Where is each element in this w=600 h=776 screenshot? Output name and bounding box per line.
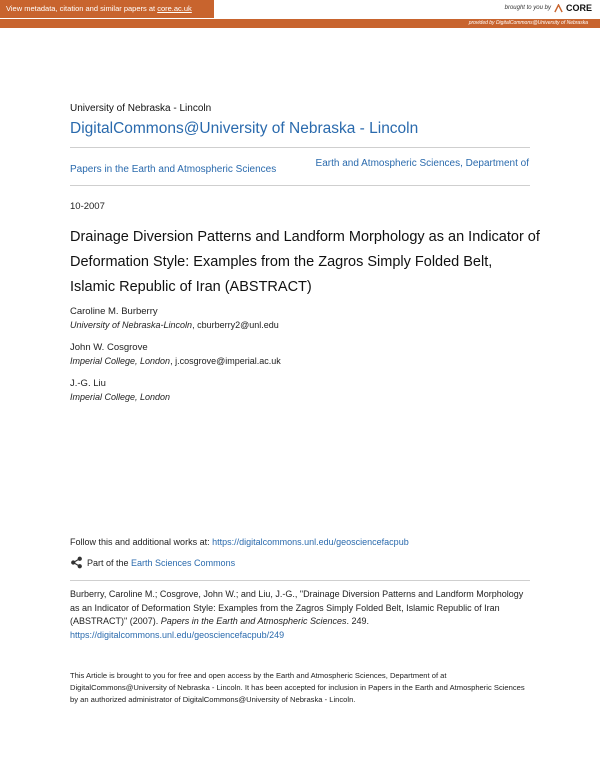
core-metadata-link[interactable] (0, 0, 214, 18)
repository-title[interactable]: DigitalCommons@University of Nebraska - Lincoln (70, 120, 419, 137)
institution-name: University of Nebraska - Lincoln (70, 103, 212, 114)
part-prefix: Part of the (87, 557, 132, 568)
author-name: Caroline M. Burberry (70, 306, 158, 317)
author-affiliation (70, 392, 170, 402)
recommended-citation (70, 588, 530, 642)
core-link-text: View metadata, citation and similar papers at (6, 4, 158, 13)
author-email: , cburberry2@unl.edu (192, 320, 279, 330)
collection-link[interactable]: Papers in the Earth and Atmospheric Sciences (70, 164, 277, 175)
core-logo-icon (554, 4, 563, 13)
core-link-domain: core.ac.uk (157, 4, 192, 13)
citation-url[interactable]: https://digitalcommons.unl.edu/geosciencefacpub/249 (70, 629, 285, 640)
provided-by-bar[interactable]: provided by DigitalCommons@University of Nebraska (0, 19, 600, 28)
divider (70, 147, 530, 148)
part-of-line (70, 556, 235, 569)
open-access-notice: This Article is brought to you for free and open access by the Earth and Atmospheric Sciences, Department of at DigitalCommons@University of Nebraska - Lincoln. It has been accepted for inclusion in Papers in the Earth and Atmospheric Sciences by an authorized administrator of DigitalCommons@University of Nebraska - Lincoln. (70, 671, 525, 704)
divider (70, 185, 530, 186)
core-brought-by (505, 3, 592, 13)
core-banner (0, 0, 600, 18)
share-icon (70, 556, 83, 569)
brought-by-text: brought to you by (504, 5, 551, 11)
divider (70, 580, 530, 581)
citation-journal: Papers in the Earth and Atmospheric Sciences (160, 616, 347, 626)
citation-number: . 249. (346, 616, 370, 626)
affiliation-text: Imperial College, London (70, 356, 171, 366)
paper-title: Drainage Diversion Patterns and Landform Morphology as an Indicator of Deformation Style: Examples from the Zagros Simply Folded Belt, Islamic Republic of Iran (ABSTRACT) (70, 229, 540, 295)
affiliation-text: Imperial College, London (70, 392, 171, 402)
core-logo: CORE (565, 3, 592, 13)
department-link[interactable]: Earth and Atmospheric Sciences, Department of (315, 158, 529, 169)
affiliation-text: University of Nebraska-Lincoln (70, 320, 193, 330)
author-name: J.-G. Liu (70, 378, 106, 389)
author-name: John W. Cosgrove (70, 342, 148, 353)
author-affiliation (70, 320, 279, 330)
author-email: , j.cosgrove@imperial.ac.uk (170, 356, 281, 366)
follow-line (70, 537, 409, 547)
earth-sciences-commons-link[interactable]: Earth Sciences Commons (131, 557, 236, 568)
author-affiliation (70, 356, 281, 366)
follow-prefix: Follow this and additional works at: (70, 537, 213, 547)
publication-date: 10-2007 (70, 201, 105, 212)
follow-link[interactable]: https://digitalcommons.unl.edu/geosciencefacpub (212, 537, 409, 547)
citation-text: Burberry, Caroline M.; Cosgrove, John W.; and Liu, J.-G., "Drainage Diversion Patterns and Landform Morphology as an Indicator of Deformation Style: Examples from the Zagros Simply Folded Belt, Islamic Republic of Iran (ABSTRACT)" (2007). (70, 589, 524, 626)
